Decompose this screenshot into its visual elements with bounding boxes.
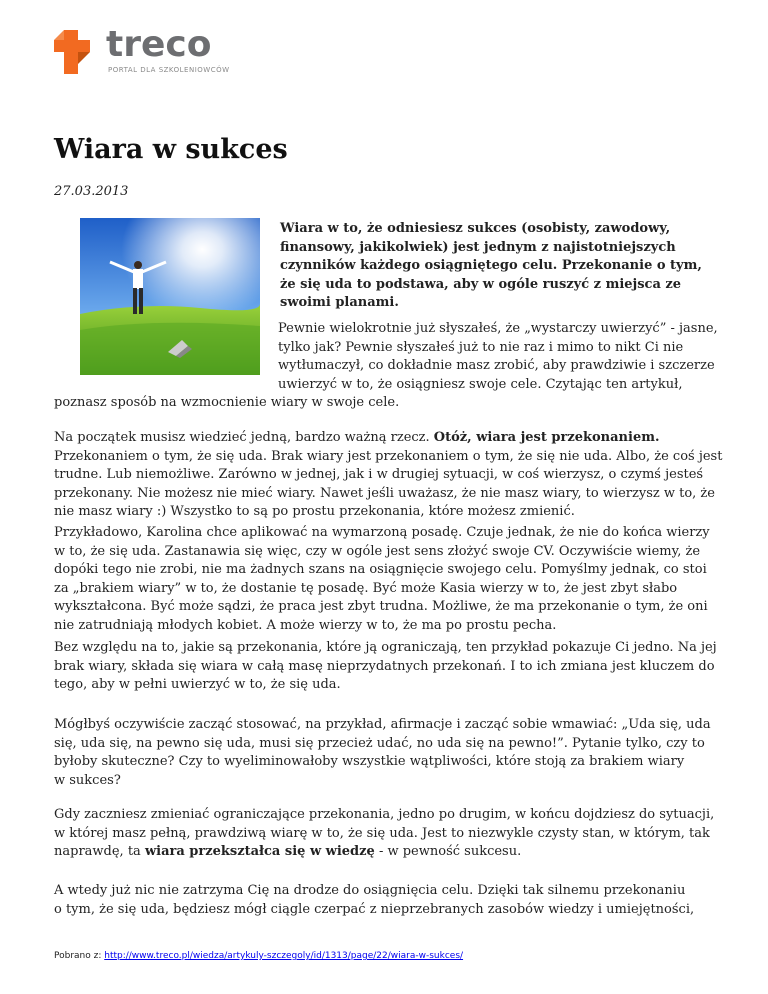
paragraph-2: Na początek musisz wiedzieć jedną, bardzo ważną rzecz. Otóż, wiara jest przekonaniem. Przekonaniem o tym, że się uda. Brak wiary jest przekonaniem o tym, że się nie uda. Albo, że coś jest trudne. Lub niemożliwe. Zarówno w jednej, jak i w drugiej sytuacji, w coś wierzysz, o czymś jesteś przekonany. Nie możesz nie mieć wiary. Nawet jeśli uważasz, że nie masz wiary, to wierzysz w to, że nie masz wiary :) Wszystko to są po prostu przekonania, które możesz zmienić. [54, 430, 723, 519]
brand-tagline: PORTAL DLA SZKOLENIOWCÓW [108, 66, 230, 74]
source-link[interactable]: http://www.treco.pl/wiedza/artykuly-szczegoly/id/1313/page/22/wiara-w-sukces/ [104, 951, 464, 961]
paragraph-3: Przykładowo, Karolina chce aplikować na wymarzoną posadę. Czuje jednak, że nie do końca wierzy w to, że się uda. Zastanawia się więc, czy w ogóle jest sens złożyć swoje CV. Oczywiście wiemy, że dopóki tego nie zrobi, nie ma żadnych szans na osiągnięcie swojego celu. Pomyślmy jednak, co stoi za „brakiem wiary” w to, że dostanie tę posadę. Być może Kasia wierzy w to, że jest zbyt słabo wykształcona. Być może sądzi, że praca jest zbyt trudna. Możliwe, że ma przekonanie o tym, że oni nie zatrudniają młodych kobiet. A może wierzy w to, że ma po prostu pecha. [54, 525, 710, 633]
paragraph-6: Gdy zaczniesz zmieniać ograniczające przekonania, jedno po drugim, w końcu dojdziesz do sytuacji, w której masz pełną, prawdziwą wiarę w to, że się uda. Jest to niezwykle czysty stan, w którym, tak naprawdę, ta wiara przekształca się w wiedzę - w pewność sukcesu. [54, 807, 715, 859]
treco-logo [52, 24, 232, 78]
article-title: Wiara w sukces [54, 134, 288, 165]
paragraph-1-end: poznasz sposób na wzmocnienie wiary w swoje cele. [54, 395, 400, 410]
paragraph-7: A wtedy już nic nie zatrzyma Cię na drodze do osiągnięcia celu. Dzięki tak silnemu przekonaniu o tym, że się uda, będziesz mógł ciągle czerpać z nieprzebranych zasobów wiedzy i umiejętności, [54, 883, 695, 917]
emphasis-belief-becomes-knowledge: wiara przekształca się w wiedzę [144, 844, 375, 859]
article-date: 27.03.2013 [54, 184, 129, 199]
businessman-field-sun-photo [80, 218, 260, 375]
article-lead: Wiara w to, że odniesiesz sukces (osobisty, zawodowy, finansowy, jakikolwiek) jest jednym z najistotniejszych czynników każdego osiągniętego celu. Przekonanie o tym, że się uda to podstawa, aby w ogóle ruszyć z miejsca ze swoimi planami. [280, 221, 702, 310]
emphasis-belief-is-conviction: Otóż, wiara jest przekonaniem. [433, 430, 660, 445]
brand-name: treco [106, 24, 212, 65]
paragraph-5: Mógłbyś oczywiście zacząć stosować, na przykład, afirmacje i zacząć sobie wmawiać: „Uda się, uda się, uda się, na pewno się uda, musi się przecież udać, no uda się na pewno!”. Pytanie tylko, czy to byłoby skuteczne? Czy to wyeliminowałoby wszystkie wątpliwości, które stoją za brakiem wiary w sukces? [54, 717, 711, 788]
paragraph-4: Bez względu na to, jakie są przekonania, które ją ograniczają, ten przykład pokazuje Ci jedno. Na jej brak wiary, składa się wiara w całą masę nieprzydatnych przekonań. I to ich zmiana jest kluczem do tego, aby w pełni uwierzyć w to, że się uda. [54, 640, 717, 692]
treco-cross-icon [52, 30, 98, 76]
paragraph-1: Pewnie wielokrotnie już słyszałeś, że „wystarczy uwierzyć” - jasne, tylko jak? Pewnie słyszałeś już to nie raz i mimo to nikt Ci nie wytłumaczył, co dokładnie masz zrobić, aby prawdziwie i szczerze uwierzyć w to, że osiągniesz swoje cele. Czytając ten artykuł, [278, 321, 718, 392]
source-footer [54, 951, 463, 961]
source-label: Pobrano z: [54, 951, 105, 961]
